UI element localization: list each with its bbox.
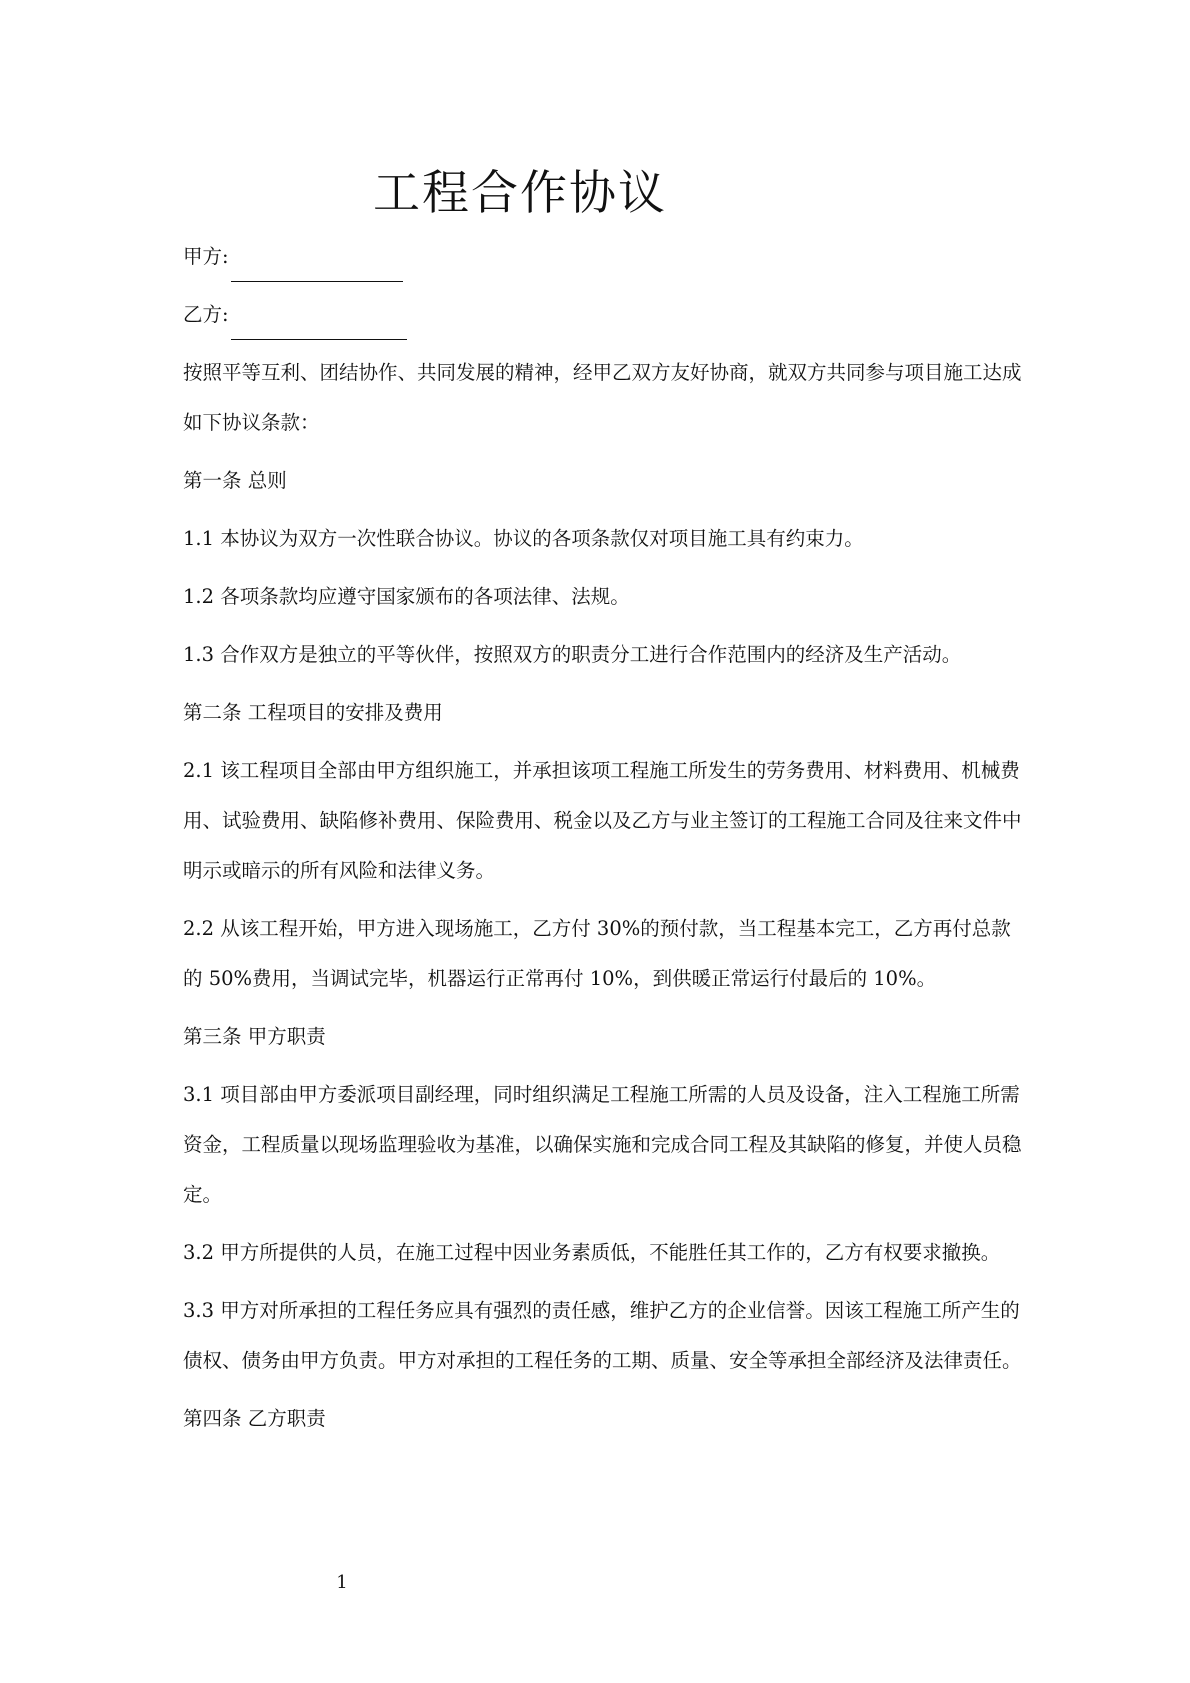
article-4-heading: 第四条 乙方职责 [183, 1407, 326, 1430]
clause-3-2: 3.2 甲方所提供的人员，在施工过程中因业务素质低，不能胜任其工作的，乙方有权要求撤换。 [183, 1241, 1001, 1264]
party-a-label: 甲方: [183, 245, 229, 268]
article-1-heading: 第一条 总则 [183, 469, 287, 492]
party-a-blank [231, 249, 403, 282]
article-2-heading: 第二条 工程项目的安排及费用 [183, 701, 443, 724]
clause-1-1: 1.1 本协议为双方一次性联合协议。协议的各项条款仅对项目施工具有约束力。 [183, 527, 864, 550]
party-b-blank [231, 307, 407, 340]
intro-paragraph: 按照平等互利、团结协作、共同发展的精神，经甲乙双方友好协商，就双方共同参与项目施工达成如下协议条款： [183, 361, 1022, 434]
clause-2-2: 2.2 从该工程开始，甲方进入现场施工，乙方付 30%的预付款，当工程基本完工，乙方再付总款的 50%费用，当调试完毕，机器运行正常再付 10%，到供暖正常运行付最后的 10%。 [183, 917, 1011, 990]
article-3-heading: 第三条 甲方职责 [183, 1025, 326, 1048]
clause-2-1: 2.1 该工程项目全部由甲方组织施工，并承担该项工程施工所发生的劳务费用、材料费用、机械费用、试验费用、缺陷修补费用、保险费用、税金以及乙方与业主签订的工程施工合同及往来文件中明示或暗示的所有风险和法律义务。 [183, 759, 1022, 882]
clause-3-3: 3.3 甲方对所承担的工程任务应具有强烈的责任感，维护乙方的企业信誉。因该工程施工所产生的债权、债务由甲方负责。甲方对承担的工程任务的工期、质量、安全等承担全部经济及法律责任。 [183, 1299, 1022, 1372]
clause-1-3: 1.3 合作双方是独立的平等伙伴，按照双方的职责分工进行合作范围内的经济及生产活动。 [183, 643, 962, 666]
page-number: 1 [336, 1572, 348, 1593]
party-b-label: 乙方: [183, 303, 229, 326]
document-body [183, 232, 1023, 1452]
party-a-line [183, 232, 1023, 282]
document-title: 工程合作协议 [373, 166, 667, 221]
clause-3-1: 3.1 项目部由甲方委派项目副经理，同时组织满足工程施工所需的人员及设备，注入工程施工所需资金，工程质量以现场监理验收为基准，以确保实施和完成合同工程及其缺陷的修复，并使人员稳定。 [183, 1083, 1022, 1206]
clause-1-2: 1.2 各项条款均应遵守国家颁布的各项法律、法规。 [183, 585, 630, 608]
party-b-line [183, 290, 1023, 340]
